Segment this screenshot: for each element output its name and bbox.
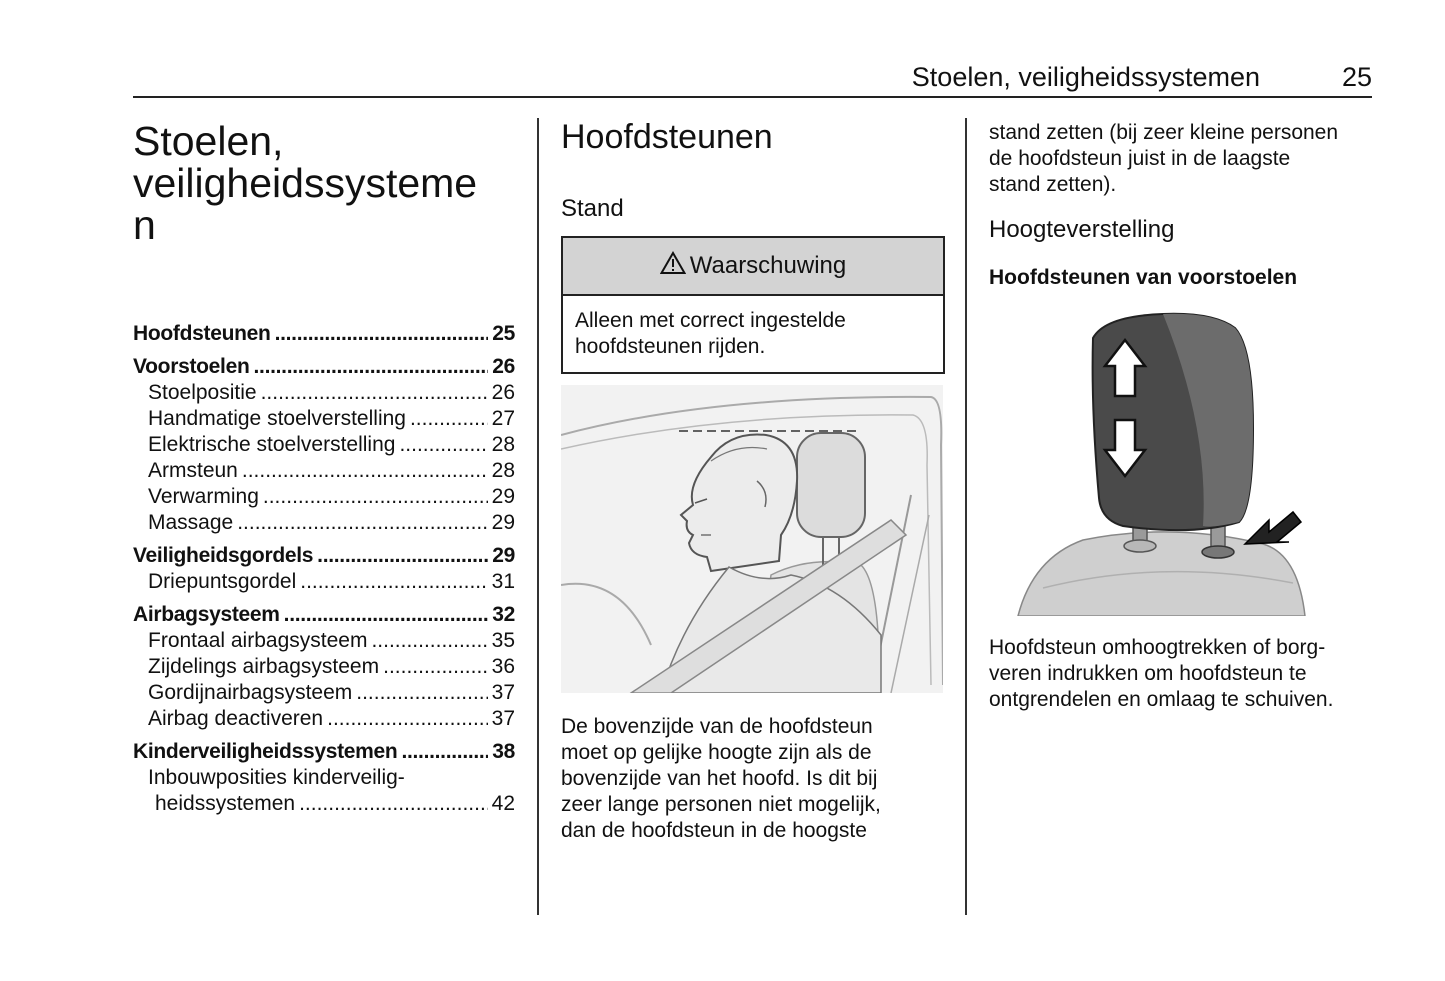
toc-label: Kinderveiligheidssystemen bbox=[133, 740, 398, 763]
paragraph-line: stand zetten (bij zeer kleine personen bbox=[989, 121, 1339, 144]
toc-page: 32 bbox=[492, 603, 515, 626]
chapter-title-line: n bbox=[133, 202, 156, 248]
toc-page: 31 bbox=[491, 570, 515, 593]
paragraph-line: zeer lange personen niet mogelijk, bbox=[561, 793, 881, 816]
toc-label: Armsteun bbox=[148, 459, 238, 482]
section-heading: Hoofdsteunen bbox=[561, 118, 773, 156]
paragraph-line: moet op gelijke hoogte zijn als de bbox=[561, 741, 872, 764]
toc-label: Inbouwposities kinderveilig- bbox=[148, 766, 405, 789]
paragraph-line: dan de hoofdsteun in de hoogste bbox=[561, 819, 867, 842]
continued-paragraph bbox=[989, 120, 1374, 198]
toc-page: 37 bbox=[491, 681, 515, 704]
toc-entry[interactable] bbox=[133, 510, 515, 536]
toc-page: 29 bbox=[491, 511, 515, 534]
toc-label: Driepuntsgordel bbox=[148, 570, 297, 593]
toc-entry[interactable] bbox=[133, 543, 515, 569]
subsection-heading: Hoogteverstelling bbox=[989, 216, 1175, 243]
subsection-heading: Stand bbox=[561, 195, 624, 222]
toc-label: Voorstoelen bbox=[133, 355, 250, 378]
toc-label: Veiligheidsgordels bbox=[133, 544, 314, 567]
right-paragraph bbox=[989, 635, 1374, 713]
paragraph-line: ontgrendelen en omlaag te schuiven. bbox=[989, 688, 1334, 711]
warning-line: Alleen met correct ingestelde bbox=[575, 309, 846, 332]
toc-page: 25 bbox=[492, 322, 515, 345]
toc-entry[interactable] bbox=[133, 321, 515, 347]
toc-entry[interactable] bbox=[133, 706, 515, 732]
toc-entry[interactable] bbox=[133, 380, 515, 406]
driver-headrest-illustration bbox=[561, 385, 943, 693]
toc-entry[interactable] bbox=[133, 569, 515, 595]
toc-label: Frontaal airbagsysteem bbox=[148, 629, 368, 652]
warning-body bbox=[563, 296, 943, 372]
toc-entry[interactable] bbox=[133, 791, 515, 817]
running-header-title: Stoelen, veiligheidssystemen bbox=[911, 62, 1260, 92]
toc-page: 37 bbox=[491, 707, 515, 730]
toc-page: 26 bbox=[491, 381, 515, 404]
headrest-adjustment-illustration bbox=[1013, 308, 1375, 616]
toc-label: Verwarming bbox=[148, 485, 259, 508]
table-of-contents bbox=[133, 314, 515, 817]
toc-label: Elektrische stoelverstelling bbox=[148, 433, 396, 456]
toc-entry[interactable] bbox=[133, 654, 515, 680]
toc-label: Zijdelings airbagsysteem bbox=[148, 655, 380, 678]
toc-entry[interactable] bbox=[133, 432, 515, 458]
toc-label: Gordijnairbagsysteem bbox=[148, 681, 353, 704]
toc-entry[interactable] bbox=[133, 458, 515, 484]
paragraph-line: Hoofdsteun omhoogtrekken of borg- bbox=[989, 636, 1326, 659]
column-divider-left bbox=[537, 118, 539, 915]
toc-page: 29 bbox=[492, 544, 515, 567]
toc-label: Massage bbox=[148, 511, 234, 534]
page-number: 25 bbox=[1341, 62, 1372, 92]
warning-header bbox=[563, 238, 943, 296]
paragraph-line: stand zetten). bbox=[989, 173, 1117, 196]
toc-label: Stoelpositie bbox=[148, 381, 257, 404]
warning-triangle-icon bbox=[660, 251, 686, 282]
toc-entry[interactable] bbox=[133, 628, 515, 654]
paragraph-line: de hoofdsteun juist in de laagste bbox=[989, 147, 1291, 170]
toc-page: 42 bbox=[491, 792, 515, 815]
paragraph-line: veren indrukken om hoofdsteun te bbox=[989, 662, 1307, 685]
toc-entry[interactable] bbox=[133, 484, 515, 510]
toc-entry[interactable] bbox=[133, 354, 515, 380]
toc-label: Handmatige stoelverstelling bbox=[148, 407, 406, 430]
toc-label: Hoofdsteunen bbox=[133, 322, 271, 345]
paragraph-line: bovenzijde van het hoofd. Is dit bij bbox=[561, 767, 878, 790]
column-divider-right bbox=[965, 118, 967, 915]
toc-label: Airbag deactiveren bbox=[148, 707, 324, 730]
warning-title: Waarschuwing bbox=[689, 252, 847, 279]
paragraph-line: De bovenzijde van de hoofdsteun bbox=[561, 715, 873, 738]
middle-paragraph bbox=[561, 714, 941, 844]
chapter-title-line: Stoelen, bbox=[133, 118, 284, 164]
toc-page: 35 bbox=[491, 629, 515, 652]
toc-page: 29 bbox=[491, 485, 515, 508]
toc-label: Airbagsysteem bbox=[133, 603, 280, 626]
toc-page: 38 bbox=[492, 740, 515, 763]
toc-page: 28 bbox=[491, 433, 515, 456]
toc-page: 28 bbox=[491, 459, 515, 482]
warning-box bbox=[561, 236, 945, 374]
warning-line: hoofdsteunen rijden. bbox=[575, 335, 766, 358]
toc-entry[interactable] bbox=[133, 406, 515, 432]
sub-subsection-heading: Hoofdsteunen van voorstoelen bbox=[989, 266, 1298, 289]
toc-label: heidssystemen bbox=[155, 792, 296, 815]
toc-entry[interactable] bbox=[133, 739, 515, 765]
toc-entry[interactable] bbox=[133, 602, 515, 628]
toc-page: 26 bbox=[492, 355, 515, 378]
chapter-title-line: veiligheidssysteme bbox=[133, 160, 478, 206]
toc-page: 27 bbox=[491, 407, 515, 430]
toc-entry[interactable] bbox=[133, 765, 515, 791]
header-divider bbox=[133, 96, 1372, 98]
toc-page: 36 bbox=[491, 655, 515, 678]
toc-entry[interactable] bbox=[133, 680, 515, 706]
chapter-title bbox=[133, 120, 523, 246]
